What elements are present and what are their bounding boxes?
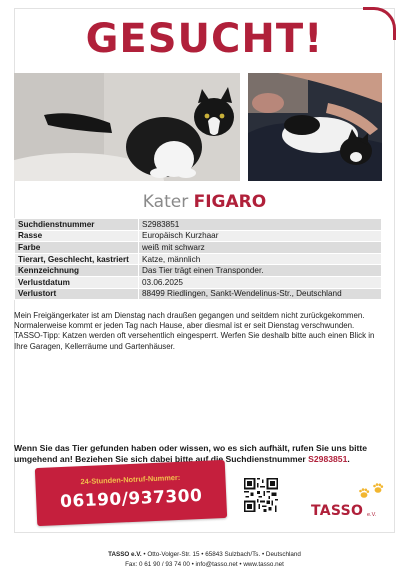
cta-search-number: S2983851: [308, 454, 348, 464]
cat-photo-lying: [248, 73, 382, 181]
brand-name: TASSO: [311, 503, 364, 519]
row-value: S2983851: [139, 219, 382, 231]
row-value: Katze, männlich: [139, 253, 382, 265]
hotline-label: 24-Stunden-Notruf-Nummer:: [80, 472, 181, 487]
footer-org: TASSO e.V.: [108, 551, 142, 558]
row-label: Verlustdatum: [15, 276, 139, 288]
pet-name-line: [0, 192, 409, 212]
cta-text: Wenn Sie das Tier gefunden haben oder wissen, wo es sich aufhält, rufen Sie uns bitte umgehend an! Beziehen Sie sich dabei bitte auf die Suchdienstnummer: [14, 443, 368, 464]
table-row: [15, 288, 382, 300]
footer: [0, 550, 409, 569]
description-text: Mein Freigängerkater ist am Dienstag nach draußen gegangen und seitdem nicht zurückgekommen. Normalerweise kommt er jeden Tag nach Hause, aber diesmal ist er seit Dienstag verschwunden. TASSO-Tipp: Katzen werden oft versehentlich eingesperrt. Werfen Sie deshalb bitte auch einen Blick in Ihre Garagen, Kellerräume und Gartenhäuser.: [14, 311, 375, 351]
row-value: weiß mit schwarz: [139, 242, 382, 254]
hotline-number[interactable]: 06190/937300: [59, 485, 203, 513]
footer-address: [0, 550, 409, 560]
row-label: Rasse: [15, 230, 139, 242]
footer-contact: Fax: 0 61 90 / 93 74 00 • info@tasso.net • www.tasso.net: [125, 560, 284, 568]
row-label: Suchdienstnummer: [15, 219, 139, 231]
row-value: 03.06.2025: [139, 276, 382, 288]
table-row: [15, 230, 382, 242]
info-table: [14, 218, 382, 300]
row-value: Europäisch Kurzhaar: [139, 230, 382, 242]
paw-icon: [357, 481, 387, 501]
brand-suffix: e.V.: [367, 512, 377, 518]
table-row: [15, 253, 382, 265]
footer-address-rest: • Otto-Volger-Str. 15 • 65843 Sulzbach/Ts. • Deutschland: [141, 551, 301, 558]
pet-name: FIGARO: [193, 192, 267, 212]
cat-photo-sitting: [14, 73, 240, 181]
hotline-box[interactable]: [35, 460, 227, 526]
qr-code[interactable]: [244, 478, 278, 512]
table-row: [15, 265, 382, 277]
table-row: [15, 276, 382, 288]
tasso-logo: [309, 481, 389, 521]
cta-end: .: [347, 454, 350, 464]
row-label: Farbe: [15, 242, 139, 254]
row-value: 88499 Riedlingen, Sankt-Wendelinus-Str., Deutschland: [139, 288, 382, 300]
row-label: Kennzeichnung: [15, 265, 139, 277]
row-value: Das Tier trägt einen Transponder.: [139, 265, 382, 277]
table-row: [15, 219, 382, 231]
pet-prefix: Kater: [142, 192, 189, 212]
table-row: [15, 242, 382, 254]
headline: GESUCHT!: [85, 16, 324, 62]
row-label: Tierart, Geschlecht, kastriert: [15, 253, 139, 265]
row-label: Verlustort: [15, 288, 139, 300]
